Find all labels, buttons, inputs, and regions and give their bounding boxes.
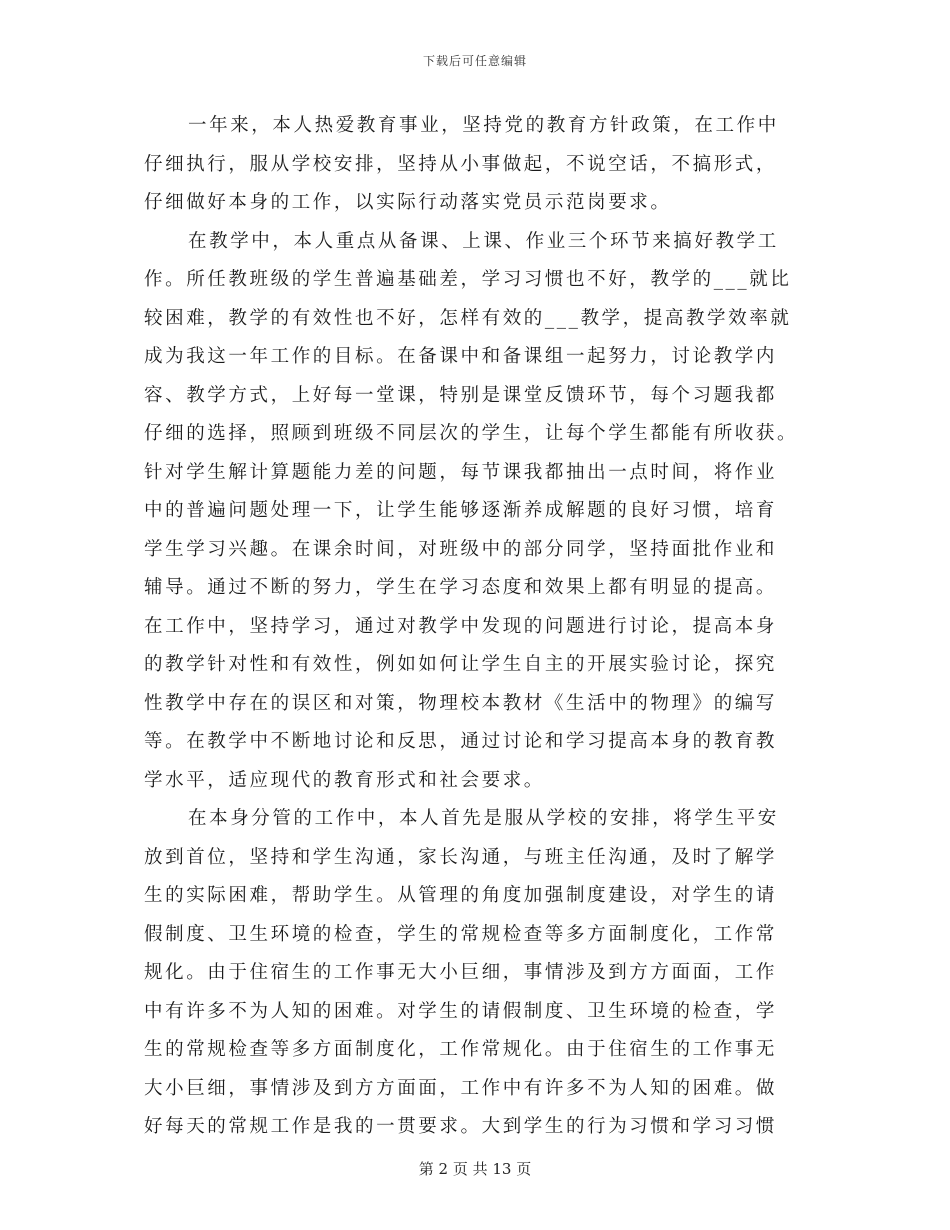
text-line: 成为我这一年工作的目标。在备课中和备课组一起努力，讨论教学内 [144, 346, 778, 367]
text-line: 中的普遍问题处理一下，让学生能够逐渐养成解题的良好习惯，培育 [144, 500, 778, 521]
text-line: 较困难，教学的有效性也不好，怎样有效的___教学，提高教学效率就 [144, 307, 792, 329]
text-line: 在工作中，坚持学习，通过对教学中发现的问题进行讨论，提高本身 [144, 615, 778, 637]
text-line: 大小巨细，事情涉及到方方面面，工作中有许多不为人知的困难。做 [144, 1077, 778, 1099]
text-line: 仔细的选择，照顾到班级不同层次的学生，让每个学生都能有所收获。 [144, 423, 799, 444]
text-line: 作。所任教班级的学生普遍基础差，学习习惯也不好，教学的___就比 [144, 269, 792, 290]
text-line: 学生学习兴趣。在课余时间，对班级中的部分同学，坚持面批作业和 [144, 538, 778, 560]
page-header: 下载后可任意编辑 [422, 54, 527, 68]
text-line: 等。在教学中不断地讨论和反思，通过讨论和学习提高本身的教育教 [144, 731, 778, 752]
text-line: 在本身分管的工作中，本人首先是服从学校的安排，将学生平安 [188, 808, 779, 829]
text-line: 学水平，适应现代的教育形式和社会要求。 [144, 769, 545, 791]
text-line: 生的实际困难，帮助学生。从管理的角度加强制度建设，对学生的请 [144, 885, 778, 906]
text-line: 容、教学方式，上好每一堂课，特别是课堂反馈环节，每个习题我都 [144, 384, 778, 406]
text-line: 好每天的常规工作是我的一贯要求。大到学生的行为习惯和学习习惯 [144, 1116, 778, 1137]
text-line: 规化。由于住宿生的工作事无大小巨细，事情涉及到方方面面，工作 [144, 962, 778, 983]
text-line: 辅导。通过不断的努力，学生在学习态度和效果上都有明显的提高。 [144, 577, 778, 598]
text-line: 中有许多不为人知的困难。对学生的请假制度、卫生环境的检查，学 [144, 1000, 778, 1022]
text-line: 的教学针对性和有效性，例如如何让学生自主的开展实验讨论，探究 [144, 654, 778, 675]
text-line: 针对学生解计算题能力差的问题，每节课我都抽出一点时间，将作业 [144, 461, 778, 483]
text-line: 假制度、卫生环境的检查，学生的常规检查等多方面制度化，工作常 [144, 923, 778, 945]
text-line: 性教学中存在的误区和对策，物理校本教材《生活中的物理》的编写 [144, 692, 778, 714]
text-line: 生的常规检查等多方面制度化，工作常规化。由于住宿生的工作事无 [144, 1039, 778, 1060]
text-line: 放到首位，坚持和学生沟通，家长沟通，与班主任沟通，及时了解学 [144, 846, 778, 868]
page-footer: 第 2 页 共 13 页 [418, 1160, 532, 1178]
text-line: 一年来，本人热爱教育事业，坚持党的教育方针政策，在工作中 [188, 115, 779, 136]
text-line: 仔细执行，服从学校安排，坚持从小事做起，不说空话，不搞形式， [144, 153, 778, 175]
text-line: 在教学中，本人重点从备课、上课、作业三个环节来搞好教学工 [188, 230, 779, 252]
body-text [144, 107, 804, 1147]
text-line: 仔细做好本身的工作，以实际行动落实党员示范岗要求。 [144, 192, 672, 213]
